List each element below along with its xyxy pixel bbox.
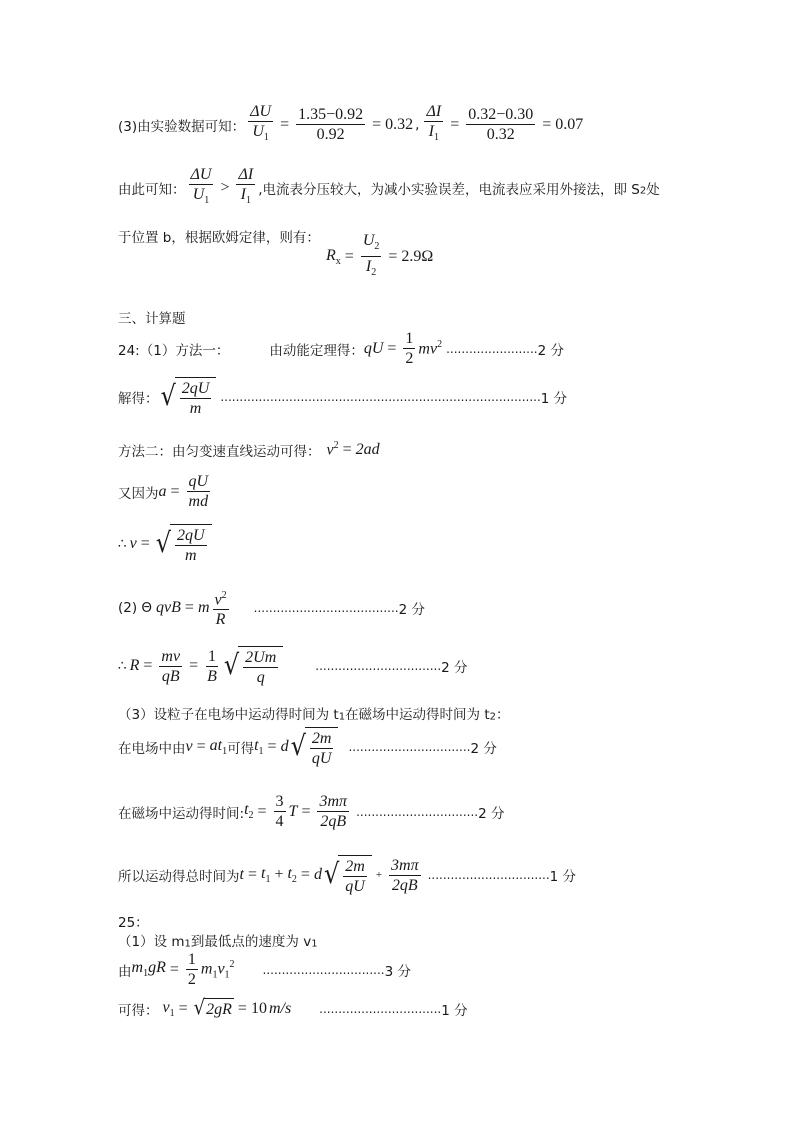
q24-method2: 方法二：由匀变速直线运动可得： $v^2$ = 2ad — [118, 440, 380, 460]
q24-part3-statement: （3）设粒子在电场中运动得时间为 t $_1$ 在磁场中运动得时间为 t $_2$ ： — [118, 707, 510, 723]
part3-intro: (3)由实验数据可知： — [118, 118, 246, 135]
fraction-numeric-2: $\frac{0.32-0.30}{0.32}$ — [468, 106, 534, 144]
ohm-line: 于位置 b，根据欧姆定律，则有： — [118, 230, 320, 246]
q25-energy: 由 $m_1gR$ = $\frac{1}{2}$ $m_1v_1^2$ ................................ 3 分 — [118, 951, 411, 988]
fraction-numeric-1: $\frac{1.35-0.92}{0.92}$ — [298, 106, 364, 144]
q24-part2-radius: ∴ R = $\frac{mv}{qB}$ = $\frac{1}{B}$ √ $\frac{2Um}{q}$ ................................. 2 分 — [118, 647, 468, 686]
q25-result: 可得： $v_1$ = √ 2gR = 10 m/s ................................ 1 分 — [118, 996, 468, 1021]
result-2: 0.07 — [555, 115, 584, 133]
rx-formula: $R_x$ = $\frac{U_2}{I_2}$ = 2.9Ω — [326, 232, 434, 279]
q25-label: 25： — [118, 915, 149, 931]
fraction-dU-U1: $\frac{\Delta U}{U_1}$ — [250, 103, 272, 144]
q24-solve: 解得： √ $\frac{2qU}{m}$ .................................................................................... 1 分 — [118, 377, 567, 417]
q24-velocity: ∴ v = √ $\frac{2qU}{m}$ — [118, 524, 212, 564]
q24-bfield-time: 在磁场中运动得时间: $t_2$ = $\frac{3}{4}$ T = $\frac{3m\pi}{2qB}$ ................................ 2 分 — [118, 793, 505, 830]
conclusion-line: 由此可知： $\frac{\Delta U}{U_1}$ > $\frac{\Delta I}{I_1}$ ,电流表分压较大，为减小实验误差，电流表应采用外接法，即 S $_2$ 处 — [118, 166, 660, 209]
q24-efield-time: 在电场中由 v = $at_1$ 可得 $t_1$ = d √ $\frac{2m}{qU}$ ................................ 2 分 — [118, 727, 497, 767]
q24-method1: 24:（1）方法一： 由动能定理得： qU = $\frac{1}{2}$ $mv^2$ ........................ 2 分 — [118, 330, 565, 367]
fraction-dI-I1: $\frac{\Delta I}{I_1}$ — [426, 103, 442, 144]
q25-part1: （1）设 m $_1$ 到最低点的速度为 v $_1$ — [118, 934, 318, 950]
q24-total-time: 所以运动得总时间为 t = $t_1$ + $t_2$ = d √ $\frac{2m}{qU}$ + $\frac{3m\pi}{2qB}$ ................................ 1 分 — [118, 856, 577, 895]
result-1: 0.32 — [385, 115, 414, 133]
section-title: 三、计算题 — [118, 311, 186, 327]
q24-accel: 又因为 a = $\frac{qU}{md}$ — [118, 473, 209, 510]
fraction-dU-U1-b: $\frac{\Delta U}{U_1}$ — [190, 166, 212, 207]
fraction-dI-I1-b: $\frac{\Delta I}{I_1}$ — [238, 166, 254, 207]
q24-part2-force: (2) Θ qvB = m $\frac{v^2}{R}$ ...................................... 2 分 — [118, 587, 425, 628]
part3-ratio-line: (3)由实验数据可知： $\frac{\Delta U}{U_1}$ = $\frac{1.35-0.92}{0.92}$ = 0.32 , $\frac{\Delta I}{I_1}$ = $\frac{0.32-0.30}{0.32}$ = 0.07 — [118, 103, 583, 146]
